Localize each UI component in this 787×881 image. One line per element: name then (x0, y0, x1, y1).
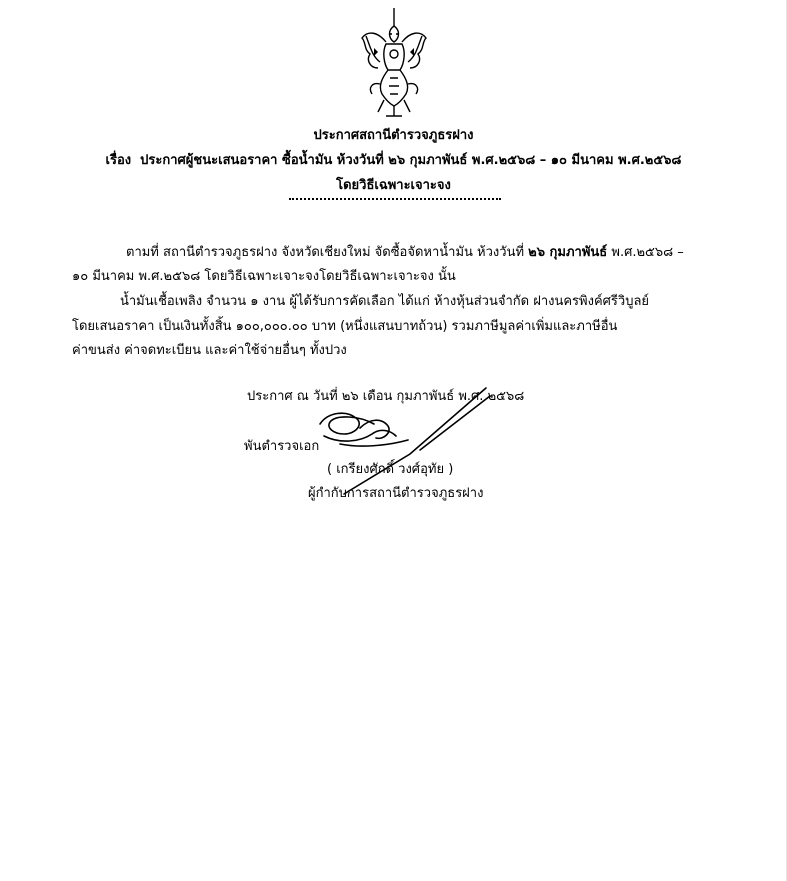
p1-text-bold-date: ๒๖ กุมภาพันธ์ (528, 245, 608, 260)
body-paragraph-1-line-2: ๑๐ มีนาคม พ.ศ.๒๕๖๘ โดยวิธีเฉพาะเจาะจงโดยวิธีเฉพาะเจาะจง นั้น (72, 269, 456, 284)
body-paragraph-2-line-3: ค่าขนส่ง ค่าจดทะเบียน และค่าใช้จ่ายอื่นๆ ทั้งปวง (72, 343, 347, 358)
subject-text: ประกาศผู้ชนะเสนอราคา ซื้อน้ำมัน ห้วงวันที่ ๒๖ กุมภาพันธ์ พ.ศ.๒๕๖๘ – ๑๐ มีนาคม พ.ศ.๒๕๖๘ (140, 153, 682, 168)
p1-text-b: พ.ศ.๒๕๖๘ – (611, 245, 684, 260)
subject-label: เรื่อง (105, 153, 132, 168)
body-paragraph-1-line-1 (126, 246, 684, 259)
garuda-emblem-icon (356, 8, 432, 120)
body-paragraph-2-line-1: น้ำมันเชื้อเพลิง จำนวน ๑ งาน ผู้ได้รับการคัดเลือก ได้แก่ ห้างหุ้นส่วนจำกัด ฝางนครพิงค์ศรีวิบูลย์ (120, 294, 650, 309)
signer-name: ( เกรียงศักดิ์ วงศ์อุทัย ) (327, 462, 454, 477)
body-paragraph-2-line-2: โดยเสนอราคา เป็นเงินทั้งสิ้น ๑๐๐,๐๐๐.๐๐ บาท (หนึ่งแสนบาทถ้วน) รวมภาษีมูลค่าเพิ่มและภาษีอื่น (72, 319, 618, 334)
signer-position: ผู้กำกับการสถานีตำรวจภูธรฝาง (308, 486, 484, 501)
header-divider (289, 198, 501, 200)
signer-rank: พันตำรวจเอก (244, 439, 320, 454)
announcement-date: ประกาศ ณ วันที่ ๒๖ เดือน กุมภาพันธ์ พ.ศ. ๒๕๖๘ (247, 389, 525, 404)
document-subject (0, 149, 787, 170)
procurement-method: โดยวิธีเฉพาะเจาะจง (336, 178, 451, 193)
p1-text-a: ตามที่ สถานีตำรวจภูธรฝาง จังหวัดเชียงใหม่ จัดซื้อจัดหาน้ำมัน ห้วงวันที่ (126, 245, 525, 260)
document-title: ประกาศสถานีตำรวจภูธรฝาง (313, 128, 474, 143)
